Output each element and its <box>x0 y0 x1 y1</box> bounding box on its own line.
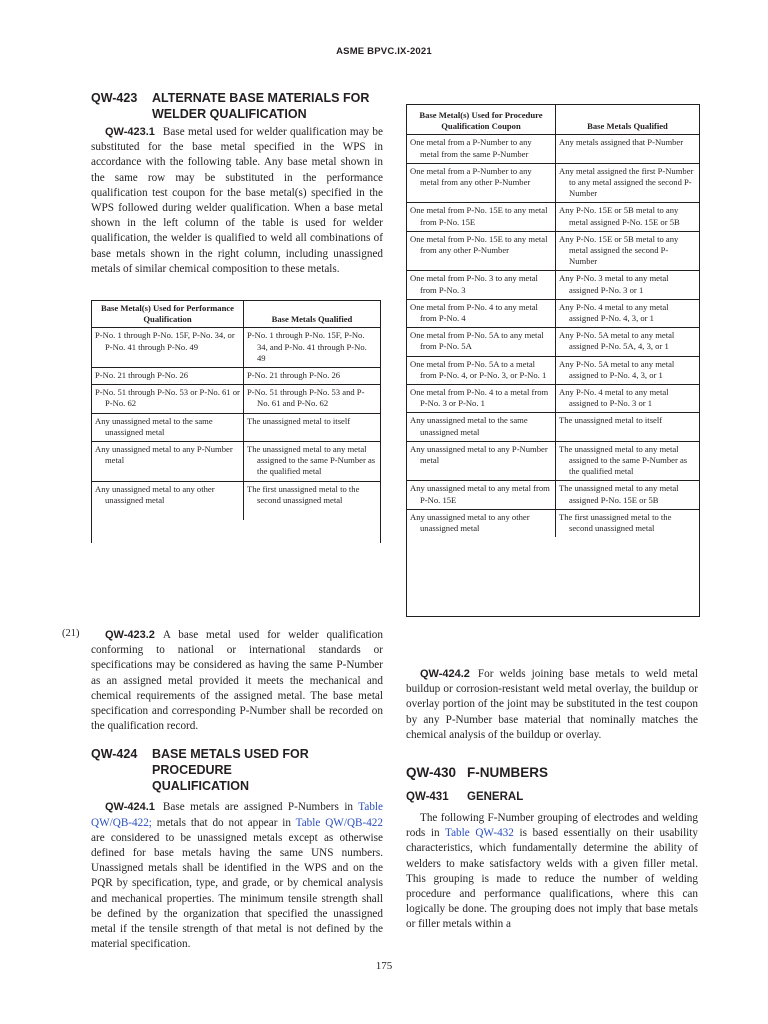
table-header-right: Base Metals Qualified <box>244 301 381 328</box>
table-cell-text: Any P-No. 3 metal to any metal assigned P-No. 3 or 1 <box>559 273 669 295</box>
table-row <box>407 441 699 481</box>
paragraph-text: The following F-Number grouping of electrodes and welding rods in <box>406 812 698 840</box>
table-cell-used <box>92 328 244 368</box>
section-title-line1: ALTERNATE BASE MATERIALS FOR <box>152 91 370 105</box>
table-cell-text: Any unassigned metal to any metal from P-No. 15E <box>410 483 550 505</box>
paragraph-body: A base metal used for welder qualification conforming to national or international standards or specifications may be considered as having the same P-Number as an assigned metal provided it meets the mechanical and chemical requirements of the assigned metal. The base metal specification and corresponding P-Number shall be recorded on the qualification record. <box>91 629 383 733</box>
section-title-line2: QUALIFICATION <box>152 779 249 794</box>
table-cell-text: Any P-No. 4 metal to any metal assigned to P-No. 3 or 1 <box>559 387 669 409</box>
section-number: QW-424 <box>91 747 138 762</box>
paragraph-qw4231 <box>91 125 383 277</box>
table-row <box>407 271 699 299</box>
table-cell-text: Any unassigned metal to the same unassigned metal <box>410 415 528 437</box>
table-cell-used <box>407 135 556 163</box>
table-cell-text: One metal from P-No. 5A to a metal from P-No. 4, or P-No. 3, or P-No. 1 <box>410 358 547 380</box>
running-header: ASME BPVC.IX-2021 <box>336 46 432 57</box>
table-cell-text: Any metals assigned that P-Number <box>559 137 684 148</box>
section-number: QW-430 <box>406 765 456 781</box>
table-cell-text: Any P-No. 5A metal to any metal assigned to P-No. 4, 3, or 1 <box>559 358 675 380</box>
paragraph-lead: QW-423.2 <box>105 629 155 641</box>
subsection-number: QW-431 <box>406 791 449 804</box>
section-qw423 <box>91 90 383 277</box>
table-cell-used <box>407 231 556 271</box>
table-cell-text: Any unassigned metal to any other unassigned metal <box>95 483 215 505</box>
table-cell-qualified <box>556 271 700 299</box>
table-cell-qualified <box>556 231 700 271</box>
table-row <box>407 509 699 537</box>
table-cell-used <box>407 163 556 203</box>
table-row <box>407 385 699 413</box>
table-cell-text: P-No. 1 through P-No. 15F, P-No. 34, and P-No. 41 through P-No. 49 <box>247 330 367 363</box>
table-cell-qualified <box>556 135 700 163</box>
table-row <box>407 203 699 231</box>
table-cell-used <box>92 481 244 520</box>
table-cell-used <box>407 328 556 356</box>
table-row <box>92 385 380 413</box>
table-cell-qualified <box>556 299 700 327</box>
subsection-title: GENERAL <box>467 791 524 804</box>
table-cell-text: One metal from P-No. 5A to any metal from P-No. 5A <box>410 330 544 352</box>
table-cell-text: Any P-No. 15E or 5B metal to any metal assigned P-No. 15E or 5B <box>559 205 680 227</box>
table-cell-text: P-No. 21 through P-No. 26 <box>95 370 189 381</box>
table-cell-used <box>407 385 556 413</box>
paragraph-body: Base metal used for welder qualification may be substituted for the base metal specified in the WPS in accordance with the following table. Any base metal shown in the same row may be substituted in the performance qualification test coupon for the base metal(s) specified in the WPS followed during welder qualification. When a base metal shown in the left column of the table is used for welder qualification, the welder is qualified to weld all combinations of base metals shown in the right column, including unassigned metals of similar chemical composition to these metals. <box>91 126 383 275</box>
paragraph-text: Base metals are assigned P-Numbers in <box>162 801 354 814</box>
table-cell-used <box>92 385 244 413</box>
table-row <box>407 413 699 441</box>
table-cell-text: Any P-No. 4 metal to any metal assigned P-No. 4, 3, or 1 <box>559 301 669 324</box>
table-cell-text: Any P-No. 15E or 5B metal to any metal assigned the second P-Number <box>559 233 679 267</box>
paragraph-qw4232 <box>91 628 383 734</box>
subsection-heading-qw431 <box>406 789 698 805</box>
section-heading-qw430 <box>406 765 698 781</box>
table-cell-text: P-No. 21 through P-No. 26 <box>247 370 341 381</box>
table-cell-used <box>407 413 556 441</box>
paragraph-lead: QW-424.2 <box>420 668 470 680</box>
table-cell-text: Any unassigned metal to any other unassigned metal <box>410 511 530 534</box>
table-row <box>407 135 699 163</box>
paragraph-text: are considered to be unassigned metals except as otherwise defined for base metals having the same UNS numbers. Unassigned metals shall be identified in the WPS and on the PQR by specification, type, and grade, or by chemical analysis and mechanical properties. The minimum tensile strength shall be defined by the organization that specified the unassigned metal if the tensile strength of that metal is not defined by the material specification. <box>91 831 383 951</box>
table-cell-qualified <box>556 481 700 509</box>
table-cell-qualified <box>244 385 381 413</box>
table-cell-text: One metal from a P-Number to any metal from any other P-Number <box>410 165 532 188</box>
table-cell-text: The unassigned metal to itself <box>559 415 663 426</box>
table-cell-text: Any unassigned metal to any P-Number metal <box>95 444 233 466</box>
table-qwqb422-link[interactable]: Table QW/QB-422; <box>91 801 383 829</box>
table-cell-used <box>407 299 556 327</box>
table-row <box>92 328 380 368</box>
table-qw432-link[interactable]: Table QW-432 <box>445 827 514 840</box>
table-cell-used <box>407 203 556 231</box>
table-row <box>407 299 699 327</box>
section-number: QW-423 <box>91 91 138 105</box>
table-cell-used <box>92 368 244 385</box>
table-cell-used <box>407 356 556 384</box>
table-header-left: Base Metal(s) Used for Performance Qualification <box>92 301 244 328</box>
table-cell-used <box>407 509 556 537</box>
table-header-right: Base Metals Qualified <box>556 105 700 135</box>
section-heading-qw423 <box>91 90 383 122</box>
table-cell-text: The unassigned metal to any metal assigned P-No. 15E or 5B <box>559 483 679 505</box>
table-performance-qualification <box>91 300 381 543</box>
table-cell-text: P-No. 1 through P-No. 15F, P-No. 34, or P-No. 41 through P-No. 49 <box>95 330 235 352</box>
table-cell-text: One metal from P-No. 15E to any metal from any other P-Number <box>410 233 548 256</box>
page-number: 175 <box>375 960 393 972</box>
table-procedure-qualification <box>406 104 700 617</box>
table-cell-qualified <box>556 385 700 413</box>
table-cell-text: One metal from P-No. 4 to a metal from P-No. 3 or P-No. 1 <box>410 387 549 409</box>
table-cell-qualified <box>556 441 700 481</box>
table-cell-qualified <box>244 442 381 482</box>
table-cell-text: Any unassigned metal to any P-Number metal <box>410 443 548 466</box>
section-title: F-NUMBERS <box>467 765 548 781</box>
table-cell-used <box>407 441 556 481</box>
table-cell-used <box>92 442 244 482</box>
table-row <box>407 481 699 509</box>
table-qwqb422-link-2[interactable]: Table QW/QB-422 <box>295 816 383 829</box>
table-row <box>407 231 699 271</box>
paragraph-body: For welds joining base metals to weld metal buildup or corrosion-resistant weld metal overlay, the buildup or overlay portion of the joint may be substituted in the test coupon by any P-Number base material that nominally matches the chemical analysis of the buildup or overlay. <box>406 668 698 741</box>
table-cell-qualified <box>556 356 700 384</box>
paragraph-text: metals that do not appear in <box>156 816 291 829</box>
table-cell-text: The first unassigned metal to the second unassigned metal <box>559 511 672 534</box>
paragraph-text: is based essentially on their usability characteristics, which fundamentally determine the ability of welders to make satisfactory welds with a given filler metal. This grouping is made to reduce the number of welding procedure and performance qualifications, where this can logically be done. The grouping does not imply that base metals or filler metals within a <box>406 827 698 931</box>
table-row <box>92 368 380 385</box>
table-cell-text: One metal from P-No. 4 to any metal from P-No. 4 <box>410 301 538 324</box>
table-cell-text: One metal from a P-Number to any metal from the same P-Number <box>410 137 532 159</box>
table-row <box>407 356 699 384</box>
paragraph-qw4242 <box>406 667 698 743</box>
section-heading-qw424 <box>91 746 383 794</box>
table-row <box>407 328 699 356</box>
table-cell-text: The unassigned metal to itself <box>247 415 351 426</box>
table-row <box>92 442 380 482</box>
table-cell-qualified <box>556 509 700 537</box>
section-qw4242 <box>406 667 698 933</box>
table-row <box>407 163 699 203</box>
table-cell-text: The first unassigned metal to the second unassigned metal <box>247 483 360 505</box>
table-row <box>92 413 380 441</box>
table-cell-used <box>407 481 556 509</box>
table-cell-qualified <box>244 368 381 385</box>
table-cell-text: Any P-No. 5A metal to any metal assigned P-No. 5A, 4, 3, or 1 <box>559 330 675 352</box>
table-cell-text: Any unassigned metal to the same unassigned metal <box>95 415 213 437</box>
table-cell-text: P-No. 51 through P-No. 53 and P-No. 61 and P-No. 62 <box>247 387 365 409</box>
section-qw4232 <box>91 628 383 952</box>
paragraph-lead: QW-424.1 <box>105 801 155 814</box>
table-cell-used <box>407 271 556 299</box>
table-cell-qualified <box>556 203 700 231</box>
table-cell-text: Any metal assigned the first P-Number to any metal assigned the second P-Number <box>559 165 694 199</box>
table-cell-text: One metal from P-No. 3 to any metal from P-No. 3 <box>410 273 538 295</box>
section-title-line2: WELDER QUALIFICATION <box>152 107 307 121</box>
table-cell-text: The unassigned metal to any metal assigned to the same P-Number as the qualified metal <box>247 444 376 477</box>
table-cell-text: The unassigned metal to any metal assigned to the same P-Number as the qualified metal <box>559 443 688 477</box>
table-cell-qualified <box>244 328 381 368</box>
paragraph-qw431 <box>406 811 698 933</box>
table-header-left: Base Metal(s) Used for Procedure Qualification Coupon <box>407 105 556 135</box>
paragraph-qw4241 <box>91 800 383 952</box>
table-row <box>92 481 380 520</box>
revision-marker: (21) <box>62 628 80 639</box>
paragraph-lead: QW-423.1 <box>105 126 155 138</box>
table-cell-used <box>92 413 244 441</box>
table-cell-qualified <box>556 328 700 356</box>
table-cell-text: One metal from P-No. 15E to any metal from P-No. 15E <box>410 205 548 227</box>
table-cell-qualified <box>556 413 700 441</box>
table-cell-text: P-No. 51 through P-No. 53 or P-No. 61 or P-No. 62 <box>95 387 240 409</box>
section-title-line1: BASE METALS USED FOR PROCEDURE <box>152 747 309 778</box>
table-cell-qualified <box>244 481 381 520</box>
table-cell-qualified <box>556 163 700 203</box>
table-cell-qualified <box>244 413 381 441</box>
